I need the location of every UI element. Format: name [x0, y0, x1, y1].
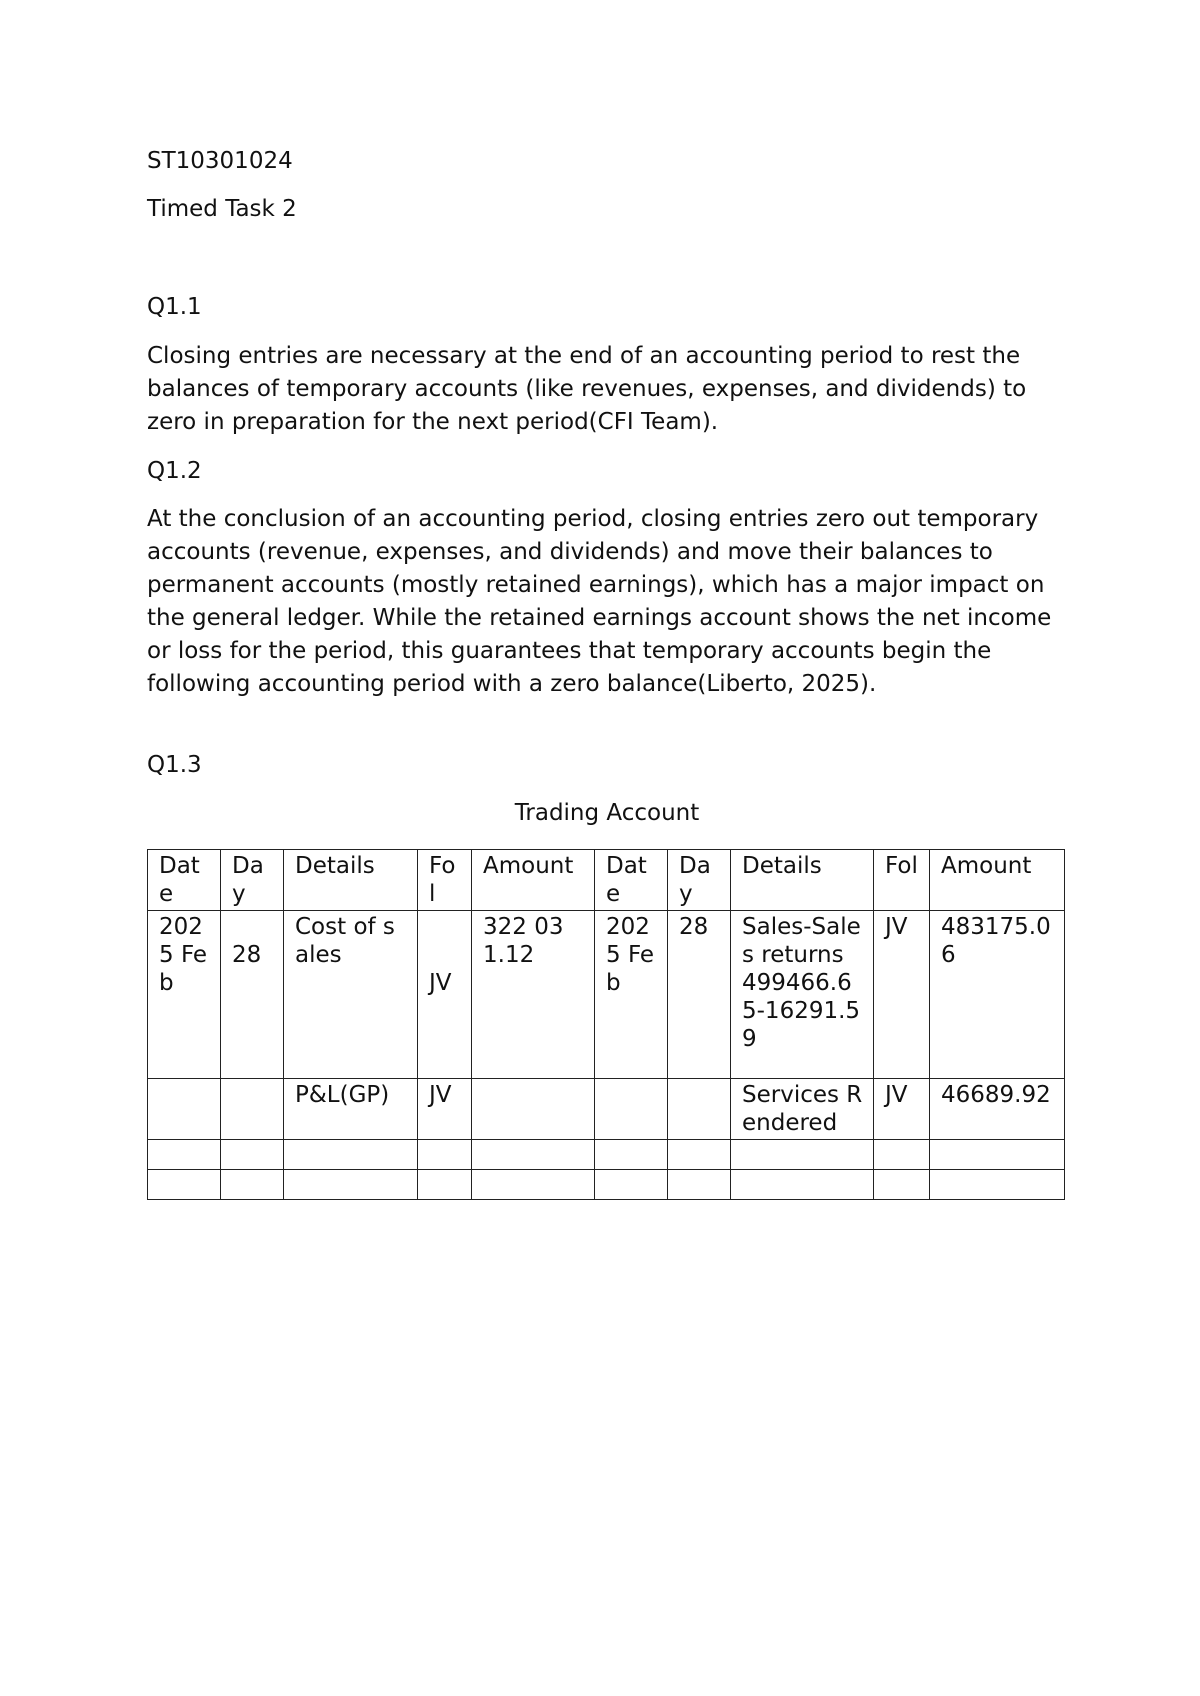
- empty-cell: [668, 1140, 731, 1170]
- row2-debit-fol: JV: [418, 1079, 472, 1140]
- row1-debit-fol: [418, 911, 472, 1079]
- empty-cell: [284, 1140, 418, 1170]
- empty-cell: [148, 1170, 221, 1200]
- table-row: [148, 1170, 1065, 1200]
- header-amount-debit: Amount: [472, 850, 595, 911]
- header-fol-debit: Fol: [418, 850, 472, 911]
- header-day-credit: Day: [668, 850, 731, 911]
- row1-credit-fol: JV: [874, 911, 930, 1079]
- row1-debit-day: [221, 911, 284, 1079]
- row1-debit-fol-value: JV: [429, 970, 452, 996]
- row2-credit-day: [668, 1079, 731, 1140]
- table-header-row: [148, 850, 1065, 911]
- header-details-debit: Details: [284, 850, 418, 911]
- row1-debit-details: Cost of sales: [284, 911, 418, 1079]
- empty-cell: [221, 1140, 284, 1170]
- empty-cell: [930, 1140, 1065, 1170]
- q1-2-answer: At the conclusion of an accounting period, closing entries zero out temporary accounts (revenue, expenses, and dividends) and move their balances to permanent accounts (mostly retained earnings), which has a major impact on the general ledger. While the retained earnings account shows the net income or loss for the period, this guarantees that temporary accounts begin the following accounting period with a zero balance(Liberto, 2025).: [147, 506, 1052, 697]
- q1-2-label: Q1.2: [147, 458, 202, 484]
- empty-cell: [418, 1140, 472, 1170]
- empty-cell: [874, 1140, 930, 1170]
- row1-credit-amount: 483175.06: [930, 911, 1065, 1079]
- header-date-debit: Date: [148, 850, 221, 911]
- empty-cell: [472, 1170, 595, 1200]
- task-title: Timed Task 2: [147, 196, 297, 222]
- row2-debit-date: [148, 1079, 221, 1140]
- row1-debit-day-value: 28: [232, 942, 262, 968]
- empty-cell: [284, 1170, 418, 1200]
- trading-account-title: Trading Account: [514, 800, 700, 826]
- empty-cell: [221, 1170, 284, 1200]
- row2-debit-details: P&L(GP): [284, 1079, 418, 1140]
- trading-account-table: [147, 849, 1065, 1200]
- header-day-debit: Day: [221, 850, 284, 911]
- row1-debit-date: 2025 Feb: [148, 911, 221, 1079]
- empty-cell: [595, 1170, 668, 1200]
- empty-cell: [930, 1170, 1065, 1200]
- row2-credit-date: [595, 1079, 668, 1140]
- row1-debit-amount: 322 031.12: [472, 911, 595, 1079]
- empty-cell: [874, 1170, 930, 1200]
- header-details-credit: Details: [731, 850, 874, 911]
- empty-cell: [731, 1170, 874, 1200]
- empty-cell: [148, 1140, 221, 1170]
- q1-1-answer: Closing entries are necessary at the end of an accounting period to rest the balances of temporary accounts (like revenues, expenses, and dividends) to zero in preparation for the next period(CFI Team).: [147, 343, 1027, 435]
- row2-debit-amount: [472, 1079, 595, 1140]
- row1-credit-date: 2025 Feb: [595, 911, 668, 1079]
- row2-credit-amount: 46689.92: [930, 1079, 1065, 1140]
- empty-cell: [472, 1140, 595, 1170]
- empty-cell: [595, 1140, 668, 1170]
- empty-cell: [418, 1170, 472, 1200]
- header-fol-credit: Fol: [874, 850, 930, 911]
- header-date-credit: Date: [595, 850, 668, 911]
- table-row: [148, 911, 1065, 1079]
- row2-debit-day: [221, 1079, 284, 1140]
- row1-credit-details: Sales-Sales returns 499466.65-16291.59: [731, 911, 874, 1079]
- q1-3-label: Q1.3: [147, 752, 202, 778]
- row1-credit-day: 28: [668, 911, 731, 1079]
- q1-1-label: Q1.1: [147, 294, 202, 320]
- table-row: [148, 1140, 1065, 1170]
- header-amount-credit: Amount: [930, 850, 1065, 911]
- table-row: [148, 1079, 1065, 1140]
- empty-cell: [731, 1140, 874, 1170]
- row2-credit-details: Services Rendered: [731, 1079, 874, 1140]
- row2-credit-fol: JV: [874, 1079, 930, 1140]
- student-id: ST10301024: [147, 148, 293, 174]
- empty-cell: [668, 1170, 731, 1200]
